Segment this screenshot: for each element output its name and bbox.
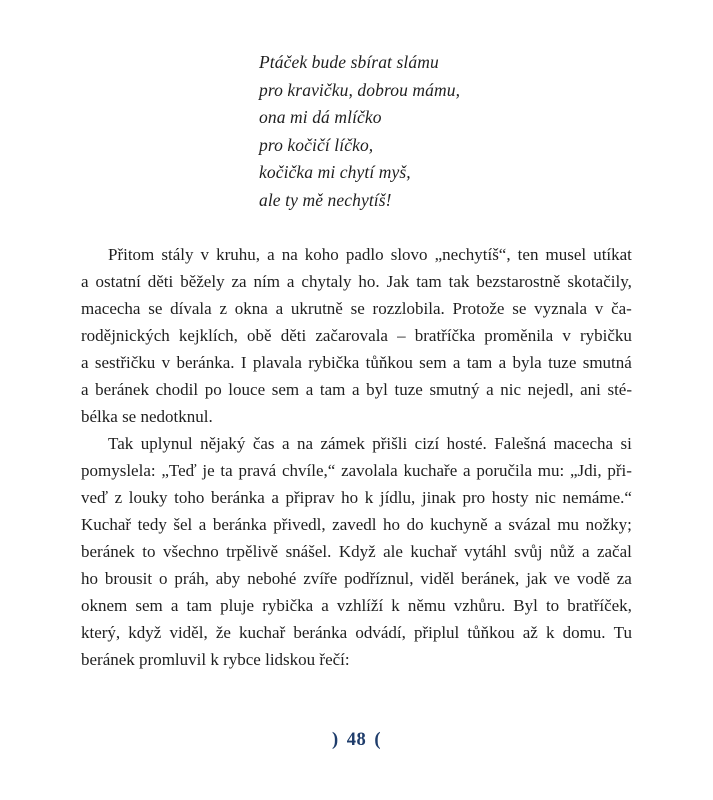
text-line: a sestřičku v beránka. I plavala rybička tůňkou sem a tam a byla tuze smutná	[81, 353, 632, 372]
verse-line: kočička mi chytí myš,	[259, 162, 411, 182]
text-line: Tak uplynul nějaký čas a na zámek přišli cizí hosté. Falešná macecha si	[108, 434, 632, 453]
verse-block	[259, 49, 460, 214]
paragraph	[81, 241, 632, 430]
paragraph	[81, 430, 632, 673]
story-text	[81, 241, 632, 673]
text-line: pomyslela: „Teď je ta pravá chvíle,“ zavolala kuchaře a poručila mu: „Jdi, při-	[81, 461, 632, 480]
text-line: Přitom stály v kruhu, a na koho padlo slovo „nechytíš“, ten musel utíkat	[108, 245, 632, 264]
text-line: Kuchař tedy šel a beránka přivedl, zavedl ho do kuchyně a svázal mu nožky;	[81, 515, 632, 534]
text-line: rodějnických kejklích, obě děti začarovala – bratříčka proměnila v rybičku	[81, 326, 632, 345]
verse-line: ona mi dá mlíčko	[259, 107, 382, 127]
page-footer	[0, 730, 713, 751]
text-line: oknem sem a tam pluje rybička a vzhlíží k němu vzhůru. Byl to bratříček,	[81, 596, 632, 615]
verse-line: pro kravičku, dobrou mámu,	[259, 79, 461, 100]
text-line: macecha se dívala z okna a ukrutně se rozzlobila. Protože se vyznala v ča-	[81, 299, 632, 318]
text-line: a beránek chodil po louce sem a tam a byl tuze smutný a nic nejedl, ani sté-	[81, 380, 632, 399]
text-line: veď z louky toho beránka a připrav ho k jídlu, jinak pro hosty nic nemáme.“	[81, 488, 632, 507]
verse-line: pro kočičí líčko,	[259, 134, 374, 155]
verse-line: Ptáček bude sbírat slámu	[259, 52, 439, 72]
page-number: ) 48 (	[331, 730, 382, 750]
verse-line: ale ty mě nechytíš!	[259, 189, 392, 210]
text-line: ho brousit o práh, aby nebohé zvíře podříznul, viděl beránek, jak ve vodě za	[81, 569, 632, 588]
text-line: který, když viděl, že kuchař beránka odvádí, připlul tůňkou až k domu. Tu	[81, 623, 632, 642]
text-line: a ostatní děti běžely za ním a chytaly ho. Jak tam tak bezstarostně skotačily,	[81, 272, 632, 291]
text-line: beránek promluvil k rybce lidskou řečí:	[81, 650, 350, 669]
text-line: beránek to všechno trpělivě snášel. Když ale kuchař vytáhl svůj nůž a začal	[81, 542, 632, 561]
text-line: bélka se nedotknul.	[81, 407, 213, 426]
